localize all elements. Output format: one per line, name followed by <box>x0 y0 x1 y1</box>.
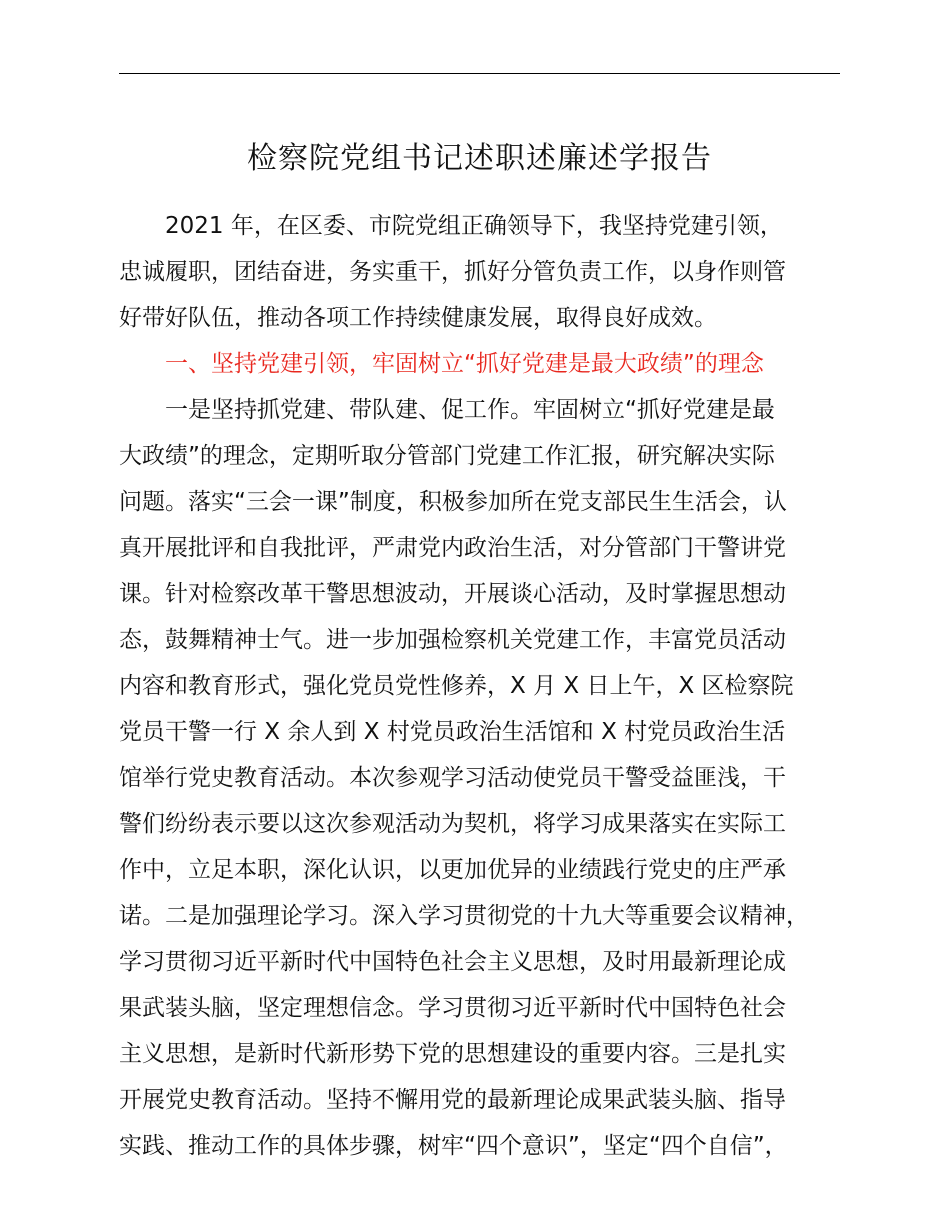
paragraph-line: 作中，立足本职，深化认识，以更加优异的业绩践行党史的庄严承 <box>119 857 786 883</box>
paragraph-line: 问题。落实“三会一课”制度，积极参加所在党支部民生生活会，认 <box>119 489 787 515</box>
section-heading: 一、坚持党建引领，牢固树立“抓好党建是最大政绩”的理念 <box>165 351 764 377</box>
paragraph-line: 一是坚持抓党建、带队建、促工作。牢固树立“抓好党建是最 <box>165 397 775 423</box>
header-rule <box>119 73 840 74</box>
paragraph-line: 态，鼓舞精神士气。进一步加强检察机关党建工作，丰富党员活动 <box>119 627 786 653</box>
paragraph-line: 主义思想，是新时代新形势下党的思想建设的重要内容。三是扎实 <box>119 1041 786 1067</box>
paragraph-line: 实践、推动工作的具体步骤，树牢“四个意识”，坚定“四个自信”， <box>119 1133 788 1159</box>
paragraph-line: 大政绩”的理念，定期听取分管部门党建工作汇报，研究解决实际 <box>119 443 775 469</box>
paragraph-line: 诺。二是加强理论学习。深入学习贯彻党的十九大等重要会议精神， <box>119 903 809 929</box>
paragraph-line: 好带好队伍，推动各项工作持续健康发展，取得良好成效。 <box>119 305 717 331</box>
document-body <box>119 203 844 1169</box>
paragraph-line: 2021 年，在区委、市院党组正确领导下，我坚持党建引领， <box>165 213 783 239</box>
document-title: 检察院党组书记述职述廉述学报告 <box>247 141 712 176</box>
paragraph-line: 学习贯彻习近平新时代中国特色社会主义思想，及时用最新理论成 <box>119 949 786 975</box>
paragraph-line: 馆举行党史教育活动。本次参观学习活动使党员干警受益匪浅，干 <box>119 765 786 791</box>
paragraph-line: 果武装头脑，坚定理想信念。学习贯彻习近平新时代中国特色社会 <box>119 995 786 1021</box>
paragraph-line: 开展党史教育活动。坚持不懈用党的最新理论成果武装头脑、指导 <box>119 1087 786 1113</box>
paragraph-line: 真开展批评和自我批评，严肃党内政治生活，对分管部门干警讲党 <box>119 535 786 561</box>
paragraph-line: 忠诚履职，团结奋进，务实重干，抓好分管负责工作，以身作则管 <box>119 259 786 285</box>
paragraph-line: 党员干警一行 X 余人到 X 村党员政治生活馆和 X 村党员政治生活 <box>119 719 786 745</box>
paragraph-line: 课。针对检察改革干警思想波动，开展谈心活动，及时掌握思想动 <box>119 581 786 607</box>
paragraph-line: 内容和教育形式，强化党员党性修养，X 月 X 日上午，X 区检察院 <box>119 673 794 699</box>
paragraph-line: 警们纷纷表示要以这次参观活动为契机，将学习成果落实在实际工 <box>119 811 786 837</box>
